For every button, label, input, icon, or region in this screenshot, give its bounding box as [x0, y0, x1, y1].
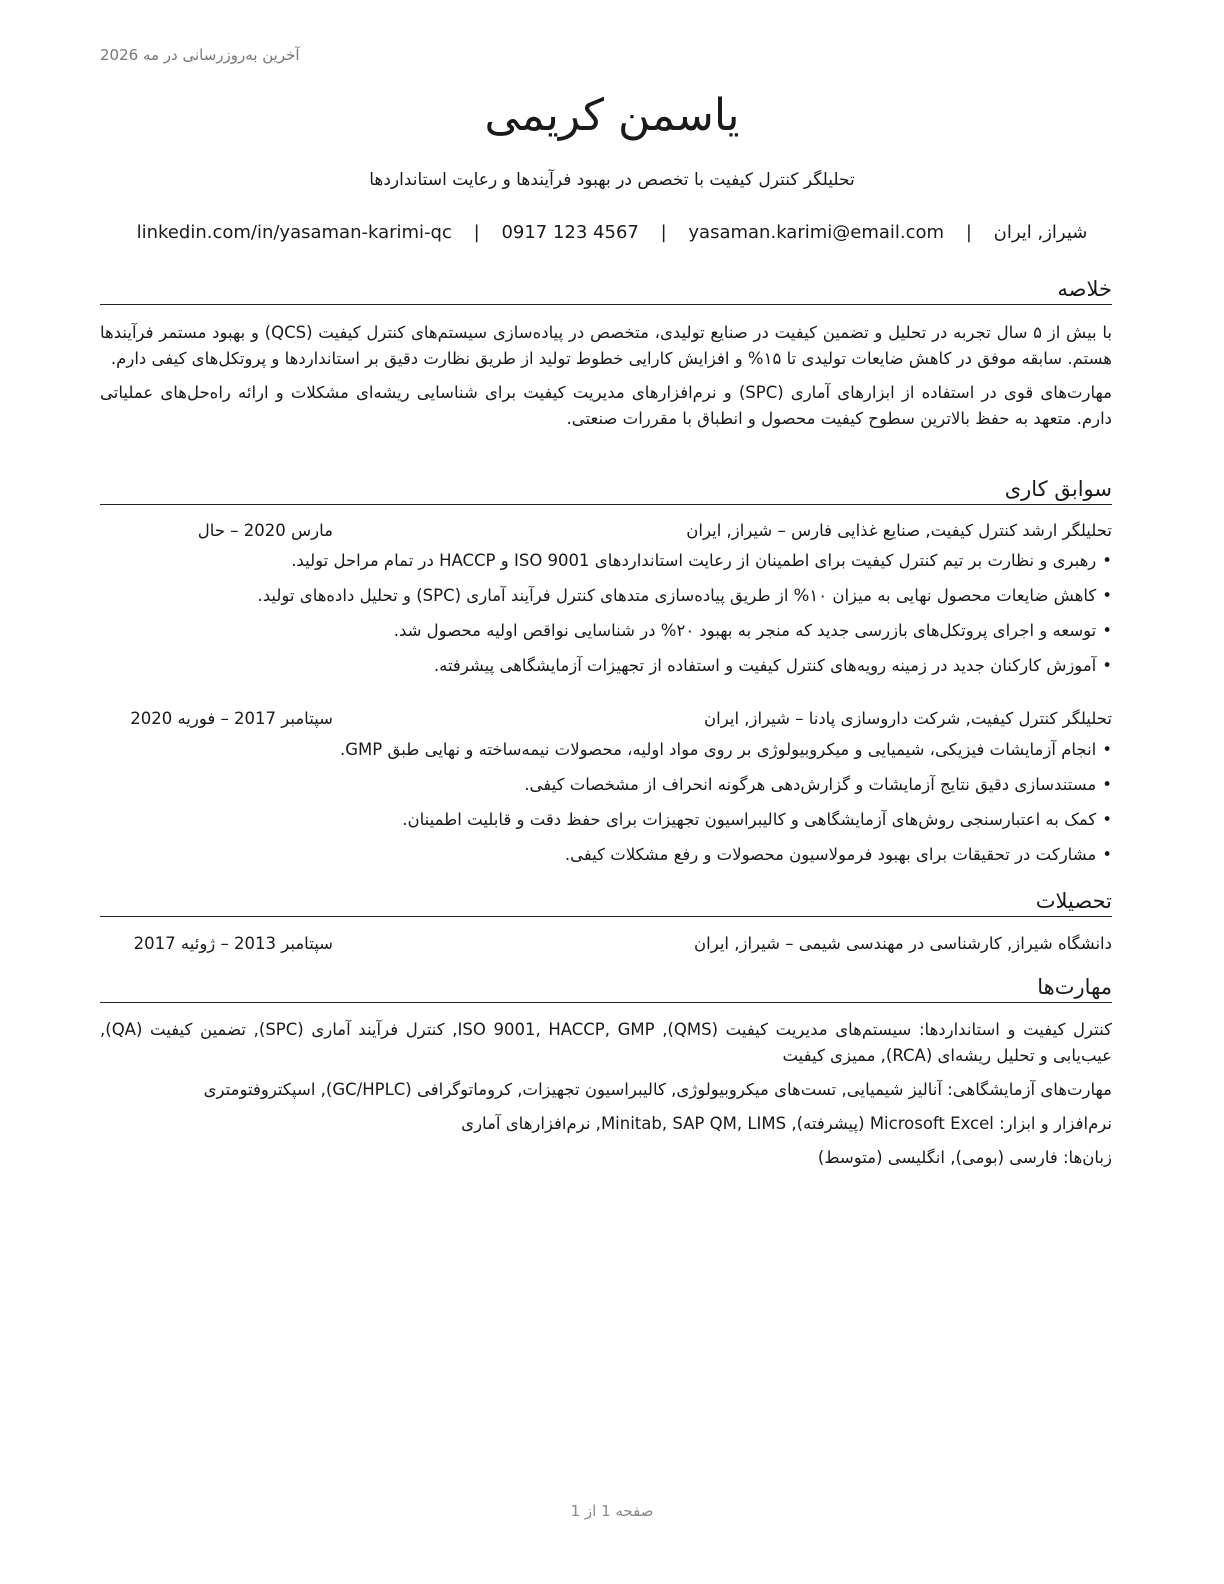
job-role: تحلیلگر ارشد کنترل کیفیت, صنایع غذایی فارس – شیراز, ایران [686, 521, 1112, 540]
skills-line: مهارت‌های آزمایشگاهی: آنالیز شیمیایی, تست‌های میکروبیولوژی, کالیبراسیون تجهیزات, کروماتوگرافی (GC/HPLC), اسپکتروفتومتری [203, 1080, 1112, 1099]
job-role: تحلیلگر کنترل کیفیت, شرکت داروسازی پادنا – شیراز, ایران [704, 709, 1112, 728]
contact-separator: | [660, 222, 667, 243]
contact-line [0, 222, 1224, 243]
education-dates: سپتامبر 2013 – ژوئیه 2017 [133, 934, 333, 953]
contact-linkedin[interactable]: linkedin.com/in/yasaman-karimi-qc [136, 222, 452, 243]
education-item [100, 932, 1112, 956]
skills-block [100, 1017, 1112, 1179]
job-dates: سپتامبر 2017 – فوریه 2020 [130, 709, 333, 728]
contact-location: شیراز, ایران [993, 222, 1088, 243]
job-bullet: • کمک به اعتبارسنجی روش‌های آزمایشگاهی و کالیبراسیون تجهیزات برای حفظ دقت و قابلیت اطمینان. [100, 808, 1112, 832]
summary-paragraph: با بیش از ۵ سال تجربه در تحلیل و تضمین کیفیت در صنایع تولیدی، متخصص در پیاده‌سازی سیستم‌های کنترل کیفیت (QCS) و بهبود مستمر فرآیندها هستم. سابقه موفق در کاهش ضایعات تولیدی تا ۱۵% و افزایش کارایی خطوط تولید از طریق نظارت دقیق بر استانداردها و پروتکل‌های کیفی دارم. [100, 323, 1113, 368]
section-title-summary: خلاصه [100, 276, 1112, 305]
contact-email[interactable]: yasaman.karimi@email.com [688, 222, 945, 243]
skills-line: زبان‌ها: فارسی (بومی), انگلیسی (متوسط) [817, 1148, 1112, 1167]
contact-phone: 0917 123 4567 [501, 222, 639, 243]
job-header [100, 519, 1112, 543]
candidate-name: یاسمن کریمی [484, 90, 740, 141]
summary-paragraph: مهارت‌های قوی در استفاده از ابزارهای آماری (SPC) و نرم‌افزارهای مدیریت کیفیت برای شناسایی ریشه‌ای مشکلات و ارائه راه‌حل‌های عملیاتی دارم. متعهد به حفظ بالاترین سطوح کیفیت محصول و انطباق با مقررات صنعتی. [100, 383, 1112, 428]
contact-separator: | [473, 222, 480, 243]
job-header [100, 707, 1112, 731]
section-title-experience: سوابق کاری [100, 476, 1112, 505]
summary-block [100, 320, 1112, 440]
job-bullet: • رهبری و نظارت بر تیم کنترل کیفیت برای اطمینان از رعایت استانداردهای ISO 9001 و HACCP در تمام مراحل تولید. [100, 549, 1112, 573]
page-number: صفحه 1 از 1 [570, 1502, 654, 1520]
job-dates: مارس 2020 – حال [197, 521, 333, 540]
last-updated-note: آخرین به‌روزرسانی در مه 2026 [100, 46, 300, 64]
section-title-education: تحصیلات [100, 888, 1112, 917]
job-bullet: • مشارکت در تحقیقات برای بهبود فرمولاسیون محصولات و رفع مشکلات کیفی. [100, 843, 1112, 867]
contact-separator: | [965, 222, 972, 243]
candidate-subtitle: تحلیلگر کنترل کیفیت با تخصص در بهبود فرآیندها و رعایت استانداردها [369, 170, 855, 190]
job-bullet: • آموزش کارکنان جدید در زمینه رویه‌های کنترل کیفیت و استفاده از تجهیزات آزمایشگاهی پیشرفته. [100, 654, 1112, 678]
skills-line: کنترل کیفیت و استانداردها: سیستم‌های مدیریت کیفیت (QMS), ISO 9001, HACCP, GMP, کنترل فرآیند آماری (SPC), تضمین کیفیت (QA), عیب‌یابی و تحلیل ریشه‌ای (RCA), ممیزی کیفیت [100, 1020, 1112, 1065]
job-bullets [100, 549, 1112, 689]
job-bullet: • مستندسازی دقیق نتایج آزمایشات و گزارش‌دهی هرگونه انحراف از مشخصات کیفی. [100, 773, 1112, 797]
section-title-skills: مهارت‌ها [100, 974, 1112, 1003]
education-degree: دانشگاه شیراز, کارشناسی در مهندسی شیمی – شیراز, ایران [694, 934, 1112, 953]
job-bullet: • انجام آزمایشات فیزیکی، شیمیایی و میکروبیولوژی بر روی مواد اولیه، محصولات نیمه‌ساخته و نهایی طبق GMP. [100, 738, 1112, 762]
job-bullets [100, 738, 1112, 878]
skills-line: نرم‌افزار و ابزار: Microsoft Excel (پیشرفته), Minitab, SAP QM, LIMS, نرم‌افزارهای آماری [461, 1114, 1112, 1133]
job-bullet: • کاهش ضایعات محصول نهایی به میزان ۱۰% از طریق پیاده‌سازی متدهای کنترل فرآیند آماری (SPC) و تحلیل داده‌های تولید. [100, 584, 1112, 608]
job-bullet: • توسعه و اجرای پروتکل‌های بازرسی جدید که منجر به بهبود ۲۰% در شناسایی نواقص اولیه محصول شد. [100, 619, 1112, 643]
